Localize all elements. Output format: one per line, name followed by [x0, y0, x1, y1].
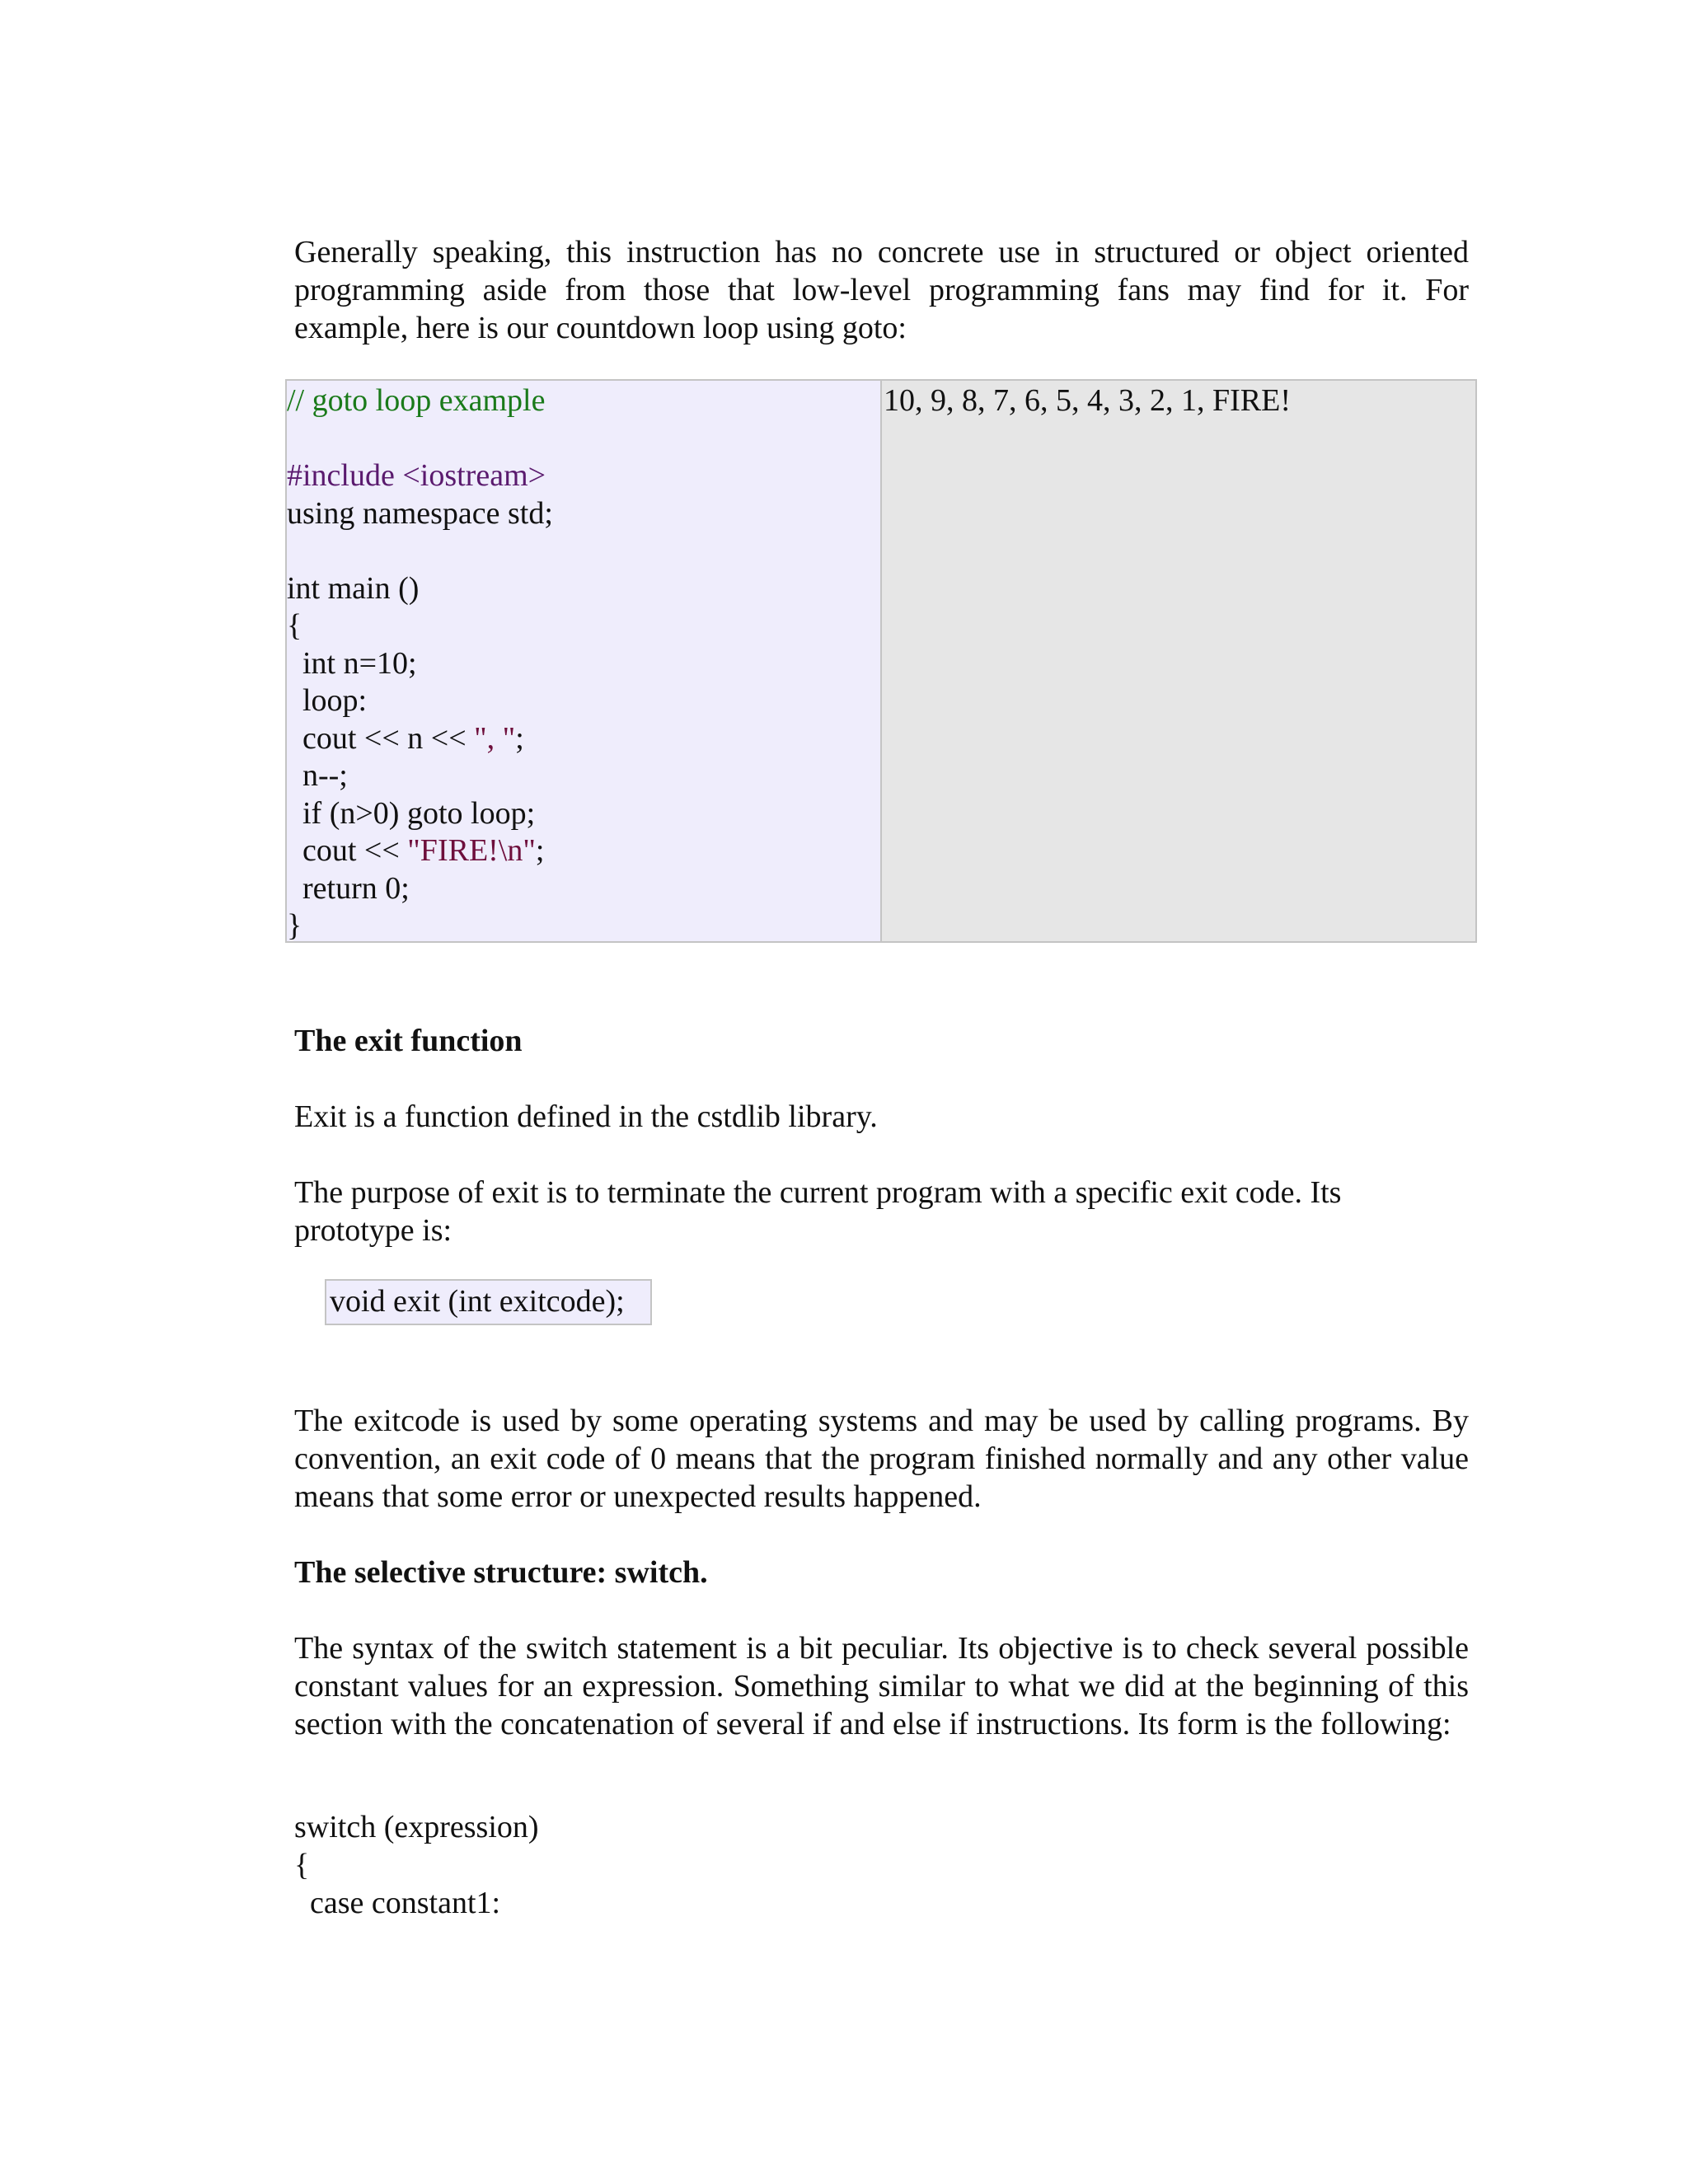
code-line: // goto loop example: [287, 383, 546, 418]
code-line: cout << "FIRE!\n";: [287, 833, 545, 868]
string-literal: "FIRE!\n": [407, 833, 536, 868]
exit-paragraph-1: Exit is a function defined in the cstdlib library.: [294, 1099, 878, 1134]
syntax-line: switch (expression): [294, 1810, 539, 1844]
exit-heading: The exit function: [294, 1024, 523, 1058]
syntax-line: {: [294, 1848, 310, 1882]
code-line: if (n>0) goto loop;: [287, 795, 536, 831]
code-line: {: [287, 608, 302, 643]
code-line: n--;: [287, 758, 348, 793]
code-listing: [287, 381, 882, 941]
exit-prototype: void exit (int exitcode);: [325, 1279, 652, 1325]
switch-heading: The selective structure: switch.: [294, 1555, 708, 1590]
exit-paragraph-3: The exitcode is used by some operating systems and may be used by calling programs. By convention, an exit code of 0 means that the program finished normally and any other value means that some error or unexpected results happened.: [294, 1404, 1469, 1514]
code-line: #include <iostream>: [287, 458, 546, 493]
code-line: int n=10;: [287, 645, 417, 681]
program-output: 10, 9, 8, 7, 6, 5, 4, 3, 2, 1, FIRE!: [882, 381, 1475, 941]
switch-syntax: [294, 1808, 539, 1922]
code-line: using namespace std;: [287, 495, 553, 531]
code-line: loop:: [287, 683, 368, 718]
intro-paragraph: Generally speaking, this instruction has no concrete use in structured or object oriented programming aside from those that low-level programming fans may find for it. For example, here is our countdown loop using goto:: [294, 235, 1469, 345]
code-line: }: [287, 908, 302, 941]
code-line: cout << n << ", ";: [287, 720, 524, 756]
code-line: [287, 532, 880, 570]
exit-paragraph-2: The purpose of exit is to terminate the current program with a specific exit code. Its prototype is:: [294, 1175, 1342, 1248]
code-example-table: [285, 379, 1477, 943]
code-line: [287, 420, 880, 458]
code-line: int main (): [287, 570, 420, 606]
syntax-line: case constant1:: [294, 1886, 501, 1920]
code-line: return 0;: [287, 870, 410, 906]
switch-paragraph: The syntax of the switch statement is a bit peculiar. Its objective is to check several possible constant values for an expression. Something similar to what we did at the beginning of this section with the concatenation of several if and else if instructions. Its form is the following:: [294, 1631, 1469, 1741]
string-literal: ", ": [474, 720, 516, 756]
